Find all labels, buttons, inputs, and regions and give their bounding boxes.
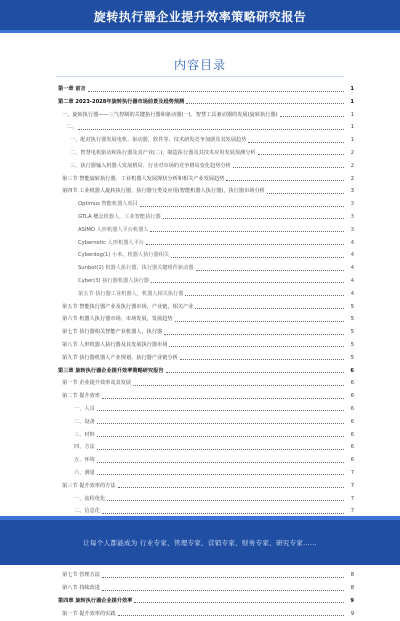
toc-leader-dots: [107, 500, 344, 501]
toc-leader-dots: [102, 577, 344, 578]
toc-entry-text: 三、材料: [74, 431, 95, 438]
toc-entry[interactable]: [58, 199, 354, 209]
toc-entry-text: 三、执行器输入机器人发展格局、行业对市场的竞争格局变化趋势分析: [70, 162, 231, 169]
toc-heading-rule: [56, 76, 344, 77]
toc-entry-text: 二、智慧电机驱动和执行器及其产业(二)、制造执行器及其技术应用发展预测分析: [70, 149, 256, 156]
toc-page-number: 5: [350, 329, 354, 336]
toc-entry-text: ASIMO 人形机器人平台机器人: [78, 226, 149, 233]
toc-entry[interactable]: [58, 289, 354, 299]
toc-entry[interactable]: [58, 442, 354, 452]
toc-leader-dots: [185, 295, 344, 296]
toc-page-number: 6: [350, 418, 354, 425]
toc-page-number: 2: [350, 175, 354, 182]
toc-entry[interactable]: [58, 148, 354, 158]
toc-entry[interactable]: [58, 609, 354, 619]
toc-page-number: 6: [350, 380, 354, 387]
toc-page-number: 4: [350, 265, 354, 272]
toc-entry-text: 第五节 智能执行器产业及执行器市场，产业链，相关产业: [62, 303, 194, 310]
toc-entry-text: 第六节 机器人执行器市场，市场发展，发展趋势: [62, 316, 173, 323]
footer-slogan: 让每个人都能成为 行业专家、管理专家、营销专家、财务专家、研究专家……: [83, 539, 317, 547]
toc-page-number: 7: [350, 495, 354, 502]
toc-leader-dots: [186, 103, 344, 104]
toc-page-number: 7: [350, 508, 354, 515]
toc-heading: 内容目录: [173, 58, 226, 72]
toc-entry[interactable]: [58, 430, 354, 440]
toc-page-number: 4: [350, 252, 354, 259]
toc-leader-dots: [146, 244, 344, 245]
toc-leader-dots: [88, 91, 344, 92]
toc-entry-text: 第八节 人形机器人执行器及其发展执行器市场: [62, 341, 168, 348]
toc-entry-text: 二、: [66, 124, 77, 131]
toc-entry-text: 第二节 提升效率: [62, 393, 100, 400]
toc-entry[interactable]: [58, 161, 354, 171]
toc-entry-text: 第七节 执行器相关智能产业机器人，执行器: [62, 329, 163, 336]
toc-entry[interactable]: [58, 455, 354, 465]
toc-entry[interactable]: [58, 186, 354, 196]
toc-page-number: 6: [350, 367, 354, 374]
toc-page-number: 4: [350, 239, 354, 246]
toc-page-number: 5: [350, 316, 354, 323]
toc-entry-text: Optimus 智能机器人项目: [78, 201, 138, 208]
toc-leader-dots: [171, 257, 344, 258]
toc-entry-text: 第二章 2023-2028年旋转执行器市场前景及趋势预测: [58, 98, 185, 105]
toc-page-number: 3: [350, 226, 354, 233]
toc-entry-text: 六、测量: [74, 469, 95, 476]
toc-page-number: 8: [350, 585, 354, 592]
toc-page-number: 6: [350, 393, 354, 400]
toc-entry-text: Cyberdog(1) 小米，机器人执行器相关: [78, 252, 170, 259]
toc-leader-dots: [267, 193, 344, 194]
toc-page-number: 2: [350, 162, 354, 169]
toc-entry-text: 第九节 执行器机器人产业规划，执行器产业链分析: [62, 354, 178, 361]
toc-entry[interactable]: [58, 122, 354, 132]
toc-leader-dots: [140, 206, 344, 207]
toc-entry[interactable]: [58, 596, 354, 606]
header-accent-stripe: [0, 30, 400, 33]
toc-page-number: 8: [350, 572, 354, 579]
toc-entry-text: 第一节 提升效率的实践: [62, 610, 116, 617]
toc-page-number: 3: [350, 213, 354, 220]
toc-page-number: 7: [350, 469, 354, 476]
toc-leader-dots: [102, 513, 344, 514]
toc-page-number: 1: [350, 86, 354, 92]
toc-entry[interactable]: [58, 570, 354, 580]
toc-leader-dots: [133, 385, 344, 386]
toc-page-number: 1: [350, 98, 354, 105]
toc-entry-text: 第一章 前言: [58, 86, 86, 92]
toc-entry[interactable]: [58, 250, 354, 260]
toc-page-number: 6: [350, 457, 354, 464]
toc-entry[interactable]: [58, 327, 354, 337]
toc-entry-text: 第八节 持续改进: [62, 585, 100, 592]
toc-entry-text: 第三节 提升效率的方法: [62, 482, 116, 489]
toc-leader-dots: [97, 436, 344, 437]
toc-entry-text: Cyber(3) 执行器机器人执行器: [78, 277, 149, 284]
toc-entry[interactable]: [58, 238, 354, 248]
toc-leader-dots: [78, 129, 344, 130]
toc-entry-text: 二、设备: [74, 418, 95, 425]
toc-page-number: 4: [350, 277, 354, 284]
toc-leader-dots: [164, 334, 344, 335]
toc-entry-text: 五、环境: [74, 457, 95, 464]
toc-leader-dots: [195, 308, 344, 309]
toc-entry[interactable]: [58, 404, 354, 414]
toc-entry-text: Sunbot(2) 机器人执行器，执行器关键组件驱动器: [78, 265, 194, 272]
toc-entry-text: 一、流程优化: [74, 495, 106, 502]
toc-entry[interactable]: [58, 225, 354, 235]
toc-leader-dots: [180, 359, 344, 360]
toc-leader-dots: [118, 615, 344, 616]
toc-page-number: 1: [350, 124, 354, 131]
toc-leader-dots: [97, 410, 344, 411]
toc-entry[interactable]: [58, 110, 354, 120]
toc-entry[interactable]: [58, 583, 354, 593]
toc-entry[interactable]: [58, 84, 354, 94]
toc-leader-dots: [97, 474, 344, 475]
toc-entry-text: 四、方法: [74, 444, 95, 451]
toc-leader-dots: [118, 487, 344, 488]
toc-entry[interactable]: [58, 174, 354, 184]
document-title: 旋转执行器企业提升效率策略研究报告: [93, 10, 307, 24]
toc-entry-text: GTLA 概念机器人，工业智能执行器: [78, 213, 161, 220]
toc-entry-text: 第七节 管理方法: [62, 572, 100, 579]
toc-entry[interactable]: [58, 276, 354, 286]
toc-page-number: 4: [350, 290, 354, 297]
toc-page-number: 3: [350, 188, 354, 195]
toc-entry[interactable]: [58, 494, 354, 504]
toc-entry[interactable]: [58, 212, 354, 222]
toc-entry-text: 一、人员: [74, 405, 95, 412]
toc-leader-dots: [248, 142, 344, 143]
toc-page-number: 5: [350, 354, 354, 361]
toc-leader-dots: [151, 282, 344, 283]
toc-page-number: 6: [350, 444, 354, 451]
toc-entry[interactable]: [58, 391, 354, 401]
toc-entry[interactable]: [58, 468, 354, 478]
toc-entry[interactable]: [58, 135, 354, 145]
toc-leader-dots: [97, 449, 344, 450]
toc-entry[interactable]: [58, 417, 354, 427]
toc-leader-dots: [196, 270, 344, 271]
toc-entry[interactable]: [58, 366, 354, 376]
toc-entry-text: 第四章 旋转执行器企业提升效率: [58, 597, 133, 604]
toc-leader-dots: [233, 167, 344, 168]
toc-leader-dots: [150, 231, 344, 232]
toc-entry[interactable]: [58, 481, 354, 491]
toc-entry-text: 第四节 工业机器人旋转执行器，执行器分类及应用(智能机器人执行器)，执行器市场分析: [62, 188, 265, 195]
toc-leader-dots: [163, 218, 344, 219]
toc-entry[interactable]: [58, 263, 354, 273]
toc-leader-dots: [175, 321, 344, 322]
toc-entry-text: 第三节 智能旋转执行器、工业机器人发展现状分析和相关产业发展趋势: [62, 175, 225, 182]
toc-page-number: 7: [350, 482, 354, 489]
toc-entry[interactable]: [58, 314, 354, 324]
toc-entry-text: 第三章 旋转执行器企业提升效率策略研究报告: [58, 367, 164, 374]
toc-entry-text: 一、配对执行器发展电机、驱动器，软件等，技术研发竞争加剧及其发展趋势: [70, 137, 247, 144]
toc-page-number: 6: [350, 431, 354, 438]
toc-leader-dots: [102, 398, 344, 399]
toc-entry-text: 二、信息化: [74, 508, 100, 515]
toc-page-number: 2: [350, 149, 354, 156]
toc-entry-text: 第一节 企业提升效率及其发展: [62, 380, 132, 387]
toc-page-number: 5: [350, 341, 354, 348]
toc-leader-dots: [258, 154, 344, 155]
toc-entry[interactable]: [58, 378, 354, 388]
toc-leader-dots: [166, 372, 344, 373]
toc-page-number: 1: [350, 137, 354, 144]
toc-page-number: 3: [350, 201, 354, 208]
toc-leader-dots: [226, 180, 344, 181]
toc-leader-dots: [134, 602, 344, 603]
toc-page-number: 9: [350, 597, 354, 604]
toc-leader-dots: [97, 423, 344, 424]
toc-page-number: 9: [350, 610, 354, 617]
toc-page-number: 6: [350, 405, 354, 412]
toc-leader-dots: [102, 590, 344, 591]
toc-entry[interactable]: [58, 302, 354, 312]
toc-entry[interactable]: [58, 340, 354, 350]
toc-page-number: 5: [350, 303, 354, 310]
toc-entry[interactable]: [58, 353, 354, 363]
toc-entry[interactable]: [58, 97, 354, 107]
toc-leader-dots: [97, 462, 344, 463]
toc-leader-dots: [169, 346, 344, 347]
toc-entry-text: 第五节 执行器工业机器人，机器人相关执行器: [78, 290, 184, 297]
toc-entry[interactable]: [58, 506, 354, 516]
toc-leader-dots: [280, 116, 344, 117]
toc-entry-text: Cybernetic 人形机器人平台: [78, 239, 144, 246]
toc-entry-text: 一、旋转执行器——三气控制的关键执行器和驱动器(一)、智慧工具驱动器的发展(旋转执行器): [62, 111, 278, 118]
toc-page-number: 1: [350, 111, 354, 118]
